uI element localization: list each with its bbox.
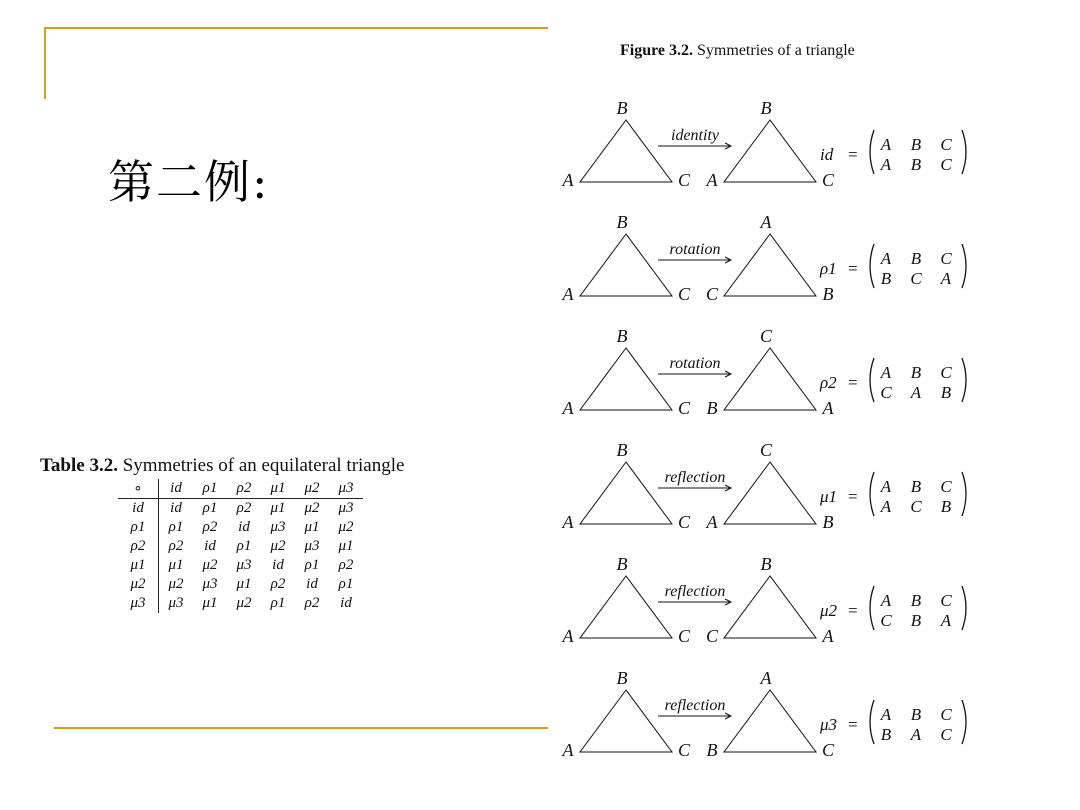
table-col-header: μ2: [295, 479, 329, 499]
matrix-bottom-entry: C: [940, 155, 952, 174]
transformed-triangle-shape: [724, 348, 816, 410]
symmetry-row: [562, 440, 967, 532]
permutation-name: ρ1: [820, 259, 837, 278]
transformed-triangle-left-vertex-label: B: [706, 398, 718, 418]
symmetry-row: [562, 212, 967, 304]
matrix-left-paren: [870, 472, 874, 516]
table-cell: ρ2: [202, 519, 218, 535]
table-cell: μ3: [270, 519, 286, 535]
matrix-bottom-entry: B: [880, 725, 892, 744]
original-triangle-shape: [580, 462, 672, 524]
original-triangle-left-vertex-label: A: [562, 284, 574, 304]
symmetry-row: [562, 554, 967, 646]
matrix-top-entry: C: [940, 249, 952, 268]
symmetry-row: [562, 668, 967, 760]
equals-sign: =: [848, 715, 858, 734]
transformed-triangle-top-vertex-label: A: [760, 212, 772, 232]
matrix-top-entry: A: [880, 249, 892, 268]
matrix-top-entry: A: [880, 135, 892, 154]
matrix-bottom-entry: A: [880, 497, 892, 516]
matrix-top-entry: C: [940, 477, 952, 496]
original-triangle-right-vertex-label: C: [677, 170, 691, 190]
original-triangle-right-vertex-label: C: [677, 398, 691, 418]
transform-label: rotation: [669, 355, 721, 372]
table-cell: μ3: [202, 576, 218, 592]
permutation-name: ρ2: [820, 373, 837, 392]
table-col-header: ρ2: [227, 479, 261, 499]
transformed-triangle-right-vertex-label: B: [822, 284, 834, 304]
table-cell: μ2: [304, 500, 320, 516]
transformed-triangle-shape: [724, 120, 816, 182]
table-caption-label: Table 3.2.: [40, 455, 118, 476]
transformed-triangle-left-vertex-label: C: [705, 284, 719, 304]
original-triangle-right-vertex-label: C: [677, 740, 691, 760]
table-cell: μ3: [338, 500, 354, 516]
original-triangle-top-vertex-label: B: [616, 212, 628, 232]
table-cell: μ1: [236, 576, 252, 592]
equals-sign: =: [848, 373, 858, 392]
table-cell: ρ2: [304, 595, 320, 611]
original-triangle-top-vertex-label: B: [616, 554, 628, 574]
original-triangle-left-vertex-label: A: [562, 740, 574, 760]
table-corner-cell: ∘: [118, 479, 159, 499]
symmetry-diagram: [550, 40, 1050, 760]
matrix-top-entry: A: [880, 705, 892, 724]
original-triangle-left-vertex-label: A: [562, 170, 574, 190]
table-row-header: ρ2: [118, 537, 159, 556]
table-cell: μ1: [168, 557, 184, 573]
table-cell: ρ1: [168, 519, 184, 535]
table-cell: μ2: [168, 576, 184, 592]
table-cell: μ2: [236, 595, 252, 611]
matrix-top-entry: B: [910, 135, 922, 154]
table-row-header: ρ1: [118, 518, 159, 537]
transformed-triangle-right-vertex-label: C: [821, 170, 835, 190]
matrix-right-paren: [962, 472, 966, 516]
transformed-triangle-right-vertex-label: B: [822, 512, 834, 532]
transformed-triangle-right-vertex-label: A: [822, 398, 834, 418]
table-caption-text: Symmetries of an equilateral triangle: [122, 455, 405, 476]
original-triangle-left-vertex-label: A: [562, 398, 574, 418]
table-cell: ρ2: [168, 538, 184, 554]
original-triangle-left-vertex-label: A: [562, 626, 574, 646]
table-cell: id: [272, 557, 284, 573]
matrix-top-entry: B: [910, 705, 922, 724]
matrix-top-entry: A: [880, 363, 892, 382]
table-cell: ρ1: [236, 538, 252, 554]
transform-label: reflection: [664, 583, 726, 600]
table-cell: μ1: [202, 595, 218, 611]
transform-label: reflection: [664, 469, 726, 486]
table-cell: μ3: [168, 595, 184, 611]
matrix-top-entry: C: [940, 705, 952, 724]
matrix-bottom-entry: B: [910, 155, 922, 174]
table-row-header: μ2: [118, 575, 159, 594]
table-row: [118, 594, 363, 613]
matrix-bottom-entry: C: [940, 725, 952, 744]
table-cell: ρ1: [304, 557, 320, 573]
table-header-row: [118, 479, 363, 499]
table-col-header: ρ1: [193, 479, 227, 499]
transformed-triangle-left-vertex-label: A: [706, 170, 718, 190]
matrix-bottom-entry: C: [910, 269, 922, 288]
figure-caption-label: Figure 3.2.: [620, 42, 694, 59]
equals-sign: =: [848, 145, 858, 164]
table-row: [118, 537, 363, 556]
original-triangle-shape: [580, 120, 672, 182]
table-row-header: μ1: [118, 556, 159, 575]
permutation-name: id: [820, 145, 834, 164]
figure-caption-text: Symmetries of a triangle: [697, 42, 855, 59]
matrix-right-paren: [962, 586, 966, 630]
table-cell: ρ2: [270, 576, 286, 592]
table-col-header: id: [159, 479, 194, 499]
table-row: [118, 518, 363, 537]
original-triangle-shape: [580, 576, 672, 638]
decorative-line-top: [44, 27, 548, 29]
transform-label: identity: [671, 127, 719, 144]
matrix-left-paren: [870, 700, 874, 744]
transformed-triangle-shape: [724, 234, 816, 296]
transformed-triangle-top-vertex-label: C: [759, 440, 773, 460]
symmetry-row: [562, 98, 967, 190]
table-cell: μ2: [270, 538, 286, 554]
equals-sign: =: [848, 601, 858, 620]
transformed-triangle-top-vertex-label: B: [760, 554, 772, 574]
table-cell: ρ1: [270, 595, 286, 611]
matrix-right-paren: [962, 358, 966, 402]
matrix-right-paren: [962, 244, 966, 288]
matrix-bottom-entry: C: [910, 497, 922, 516]
slide-heading: 第二例:: [108, 155, 270, 209]
matrix-bottom-entry: B: [940, 497, 952, 516]
transform-label: reflection: [664, 697, 726, 714]
table-cell: id: [170, 500, 182, 516]
matrix-bottom-entry: A: [940, 269, 952, 288]
matrix-bottom-entry: C: [880, 383, 892, 402]
matrix-bottom-entry: B: [880, 269, 892, 288]
transformed-triangle-top-vertex-label: A: [760, 668, 772, 688]
matrix-left-paren: [870, 244, 874, 288]
original-triangle-top-vertex-label: B: [616, 326, 628, 346]
matrix-top-entry: B: [910, 591, 922, 610]
transformed-triangle-left-vertex-label: A: [706, 512, 718, 532]
table-cell: μ2: [202, 557, 218, 573]
transformed-triangle-left-vertex-label: B: [706, 740, 718, 760]
matrix-top-entry: C: [940, 135, 952, 154]
cayley-table-block: [40, 455, 530, 613]
table-cell: ρ1: [338, 576, 354, 592]
matrix-top-entry: A: [880, 477, 892, 496]
original-triangle-shape: [580, 690, 672, 752]
original-triangle-left-vertex-label: A: [562, 512, 574, 532]
transformed-triangle-shape: [724, 462, 816, 524]
matrix-bottom-entry: A: [880, 155, 892, 174]
original-triangle-right-vertex-label: C: [677, 512, 691, 532]
matrix-right-paren: [962, 130, 966, 174]
permutation-name: μ1: [820, 487, 838, 506]
table-cell: μ3: [304, 538, 320, 554]
original-triangle-right-vertex-label: C: [677, 626, 691, 646]
table-cell: μ1: [270, 500, 286, 516]
table-caption: [40, 455, 530, 477]
table-cell: id: [238, 519, 250, 535]
matrix-top-entry: B: [910, 249, 922, 268]
table-row-header: id: [118, 499, 159, 519]
permutation-name: μ2: [820, 601, 838, 620]
table-cell: μ1: [338, 538, 354, 554]
transformed-triangle-shape: [724, 576, 816, 638]
matrix-bottom-entry: A: [910, 725, 922, 744]
decorative-line-left: [44, 27, 46, 99]
matrix-bottom-entry: A: [940, 611, 952, 630]
matrix-left-paren: [870, 358, 874, 402]
permutation-name: μ3: [820, 715, 838, 734]
table-row: [118, 499, 363, 519]
table-cell: id: [340, 595, 352, 611]
equals-sign: =: [848, 487, 858, 506]
transform-label: rotation: [669, 241, 721, 258]
original-triangle-shape: [580, 348, 672, 410]
matrix-top-entry: C: [940, 363, 952, 382]
table-cell: μ3: [236, 557, 252, 573]
table-col-header: μ3: [329, 479, 363, 499]
transformed-triangle-top-vertex-label: B: [760, 98, 772, 118]
transformed-triangle-shape: [724, 690, 816, 752]
matrix-bottom-entry: C: [880, 611, 892, 630]
transformed-triangle-right-vertex-label: A: [822, 626, 834, 646]
decorative-line-bottom: [54, 727, 548, 729]
transformed-triangle-left-vertex-label: C: [705, 626, 719, 646]
matrix-top-entry: B: [910, 477, 922, 496]
matrix-bottom-entry: A: [910, 383, 922, 402]
table-cell: id: [306, 576, 318, 592]
matrix-top-entry: B: [910, 363, 922, 382]
original-triangle-right-vertex-label: C: [677, 284, 691, 304]
transformed-triangle-top-vertex-label: C: [759, 326, 773, 346]
table-cell: ρ1: [202, 500, 218, 516]
equals-sign: =: [848, 259, 858, 278]
original-triangle-top-vertex-label: B: [616, 440, 628, 460]
table-cell: μ2: [338, 519, 354, 535]
cayley-table: [118, 479, 363, 613]
table-cell: ρ2: [236, 500, 252, 516]
table-cell: ρ2: [338, 557, 354, 573]
matrix-top-entry: A: [880, 591, 892, 610]
table-row: [118, 556, 363, 575]
matrix-bottom-entry: B: [910, 611, 922, 630]
original-triangle-top-vertex-label: B: [616, 668, 628, 688]
symmetry-row: [562, 326, 967, 418]
matrix-right-paren: [962, 700, 966, 744]
table-row-header: μ3: [118, 594, 159, 613]
table-row: [118, 575, 363, 594]
matrix-left-paren: [870, 586, 874, 630]
matrix-bottom-entry: B: [940, 383, 952, 402]
transformed-triangle-right-vertex-label: C: [821, 740, 835, 760]
matrix-left-paren: [870, 130, 874, 174]
matrix-top-entry: C: [940, 591, 952, 610]
original-triangle-shape: [580, 234, 672, 296]
table-cell: id: [204, 538, 216, 554]
original-triangle-top-vertex-label: B: [616, 98, 628, 118]
symmetry-figure: [550, 40, 1050, 760]
table-col-header: μ1: [261, 479, 295, 499]
table-cell: μ1: [304, 519, 320, 535]
